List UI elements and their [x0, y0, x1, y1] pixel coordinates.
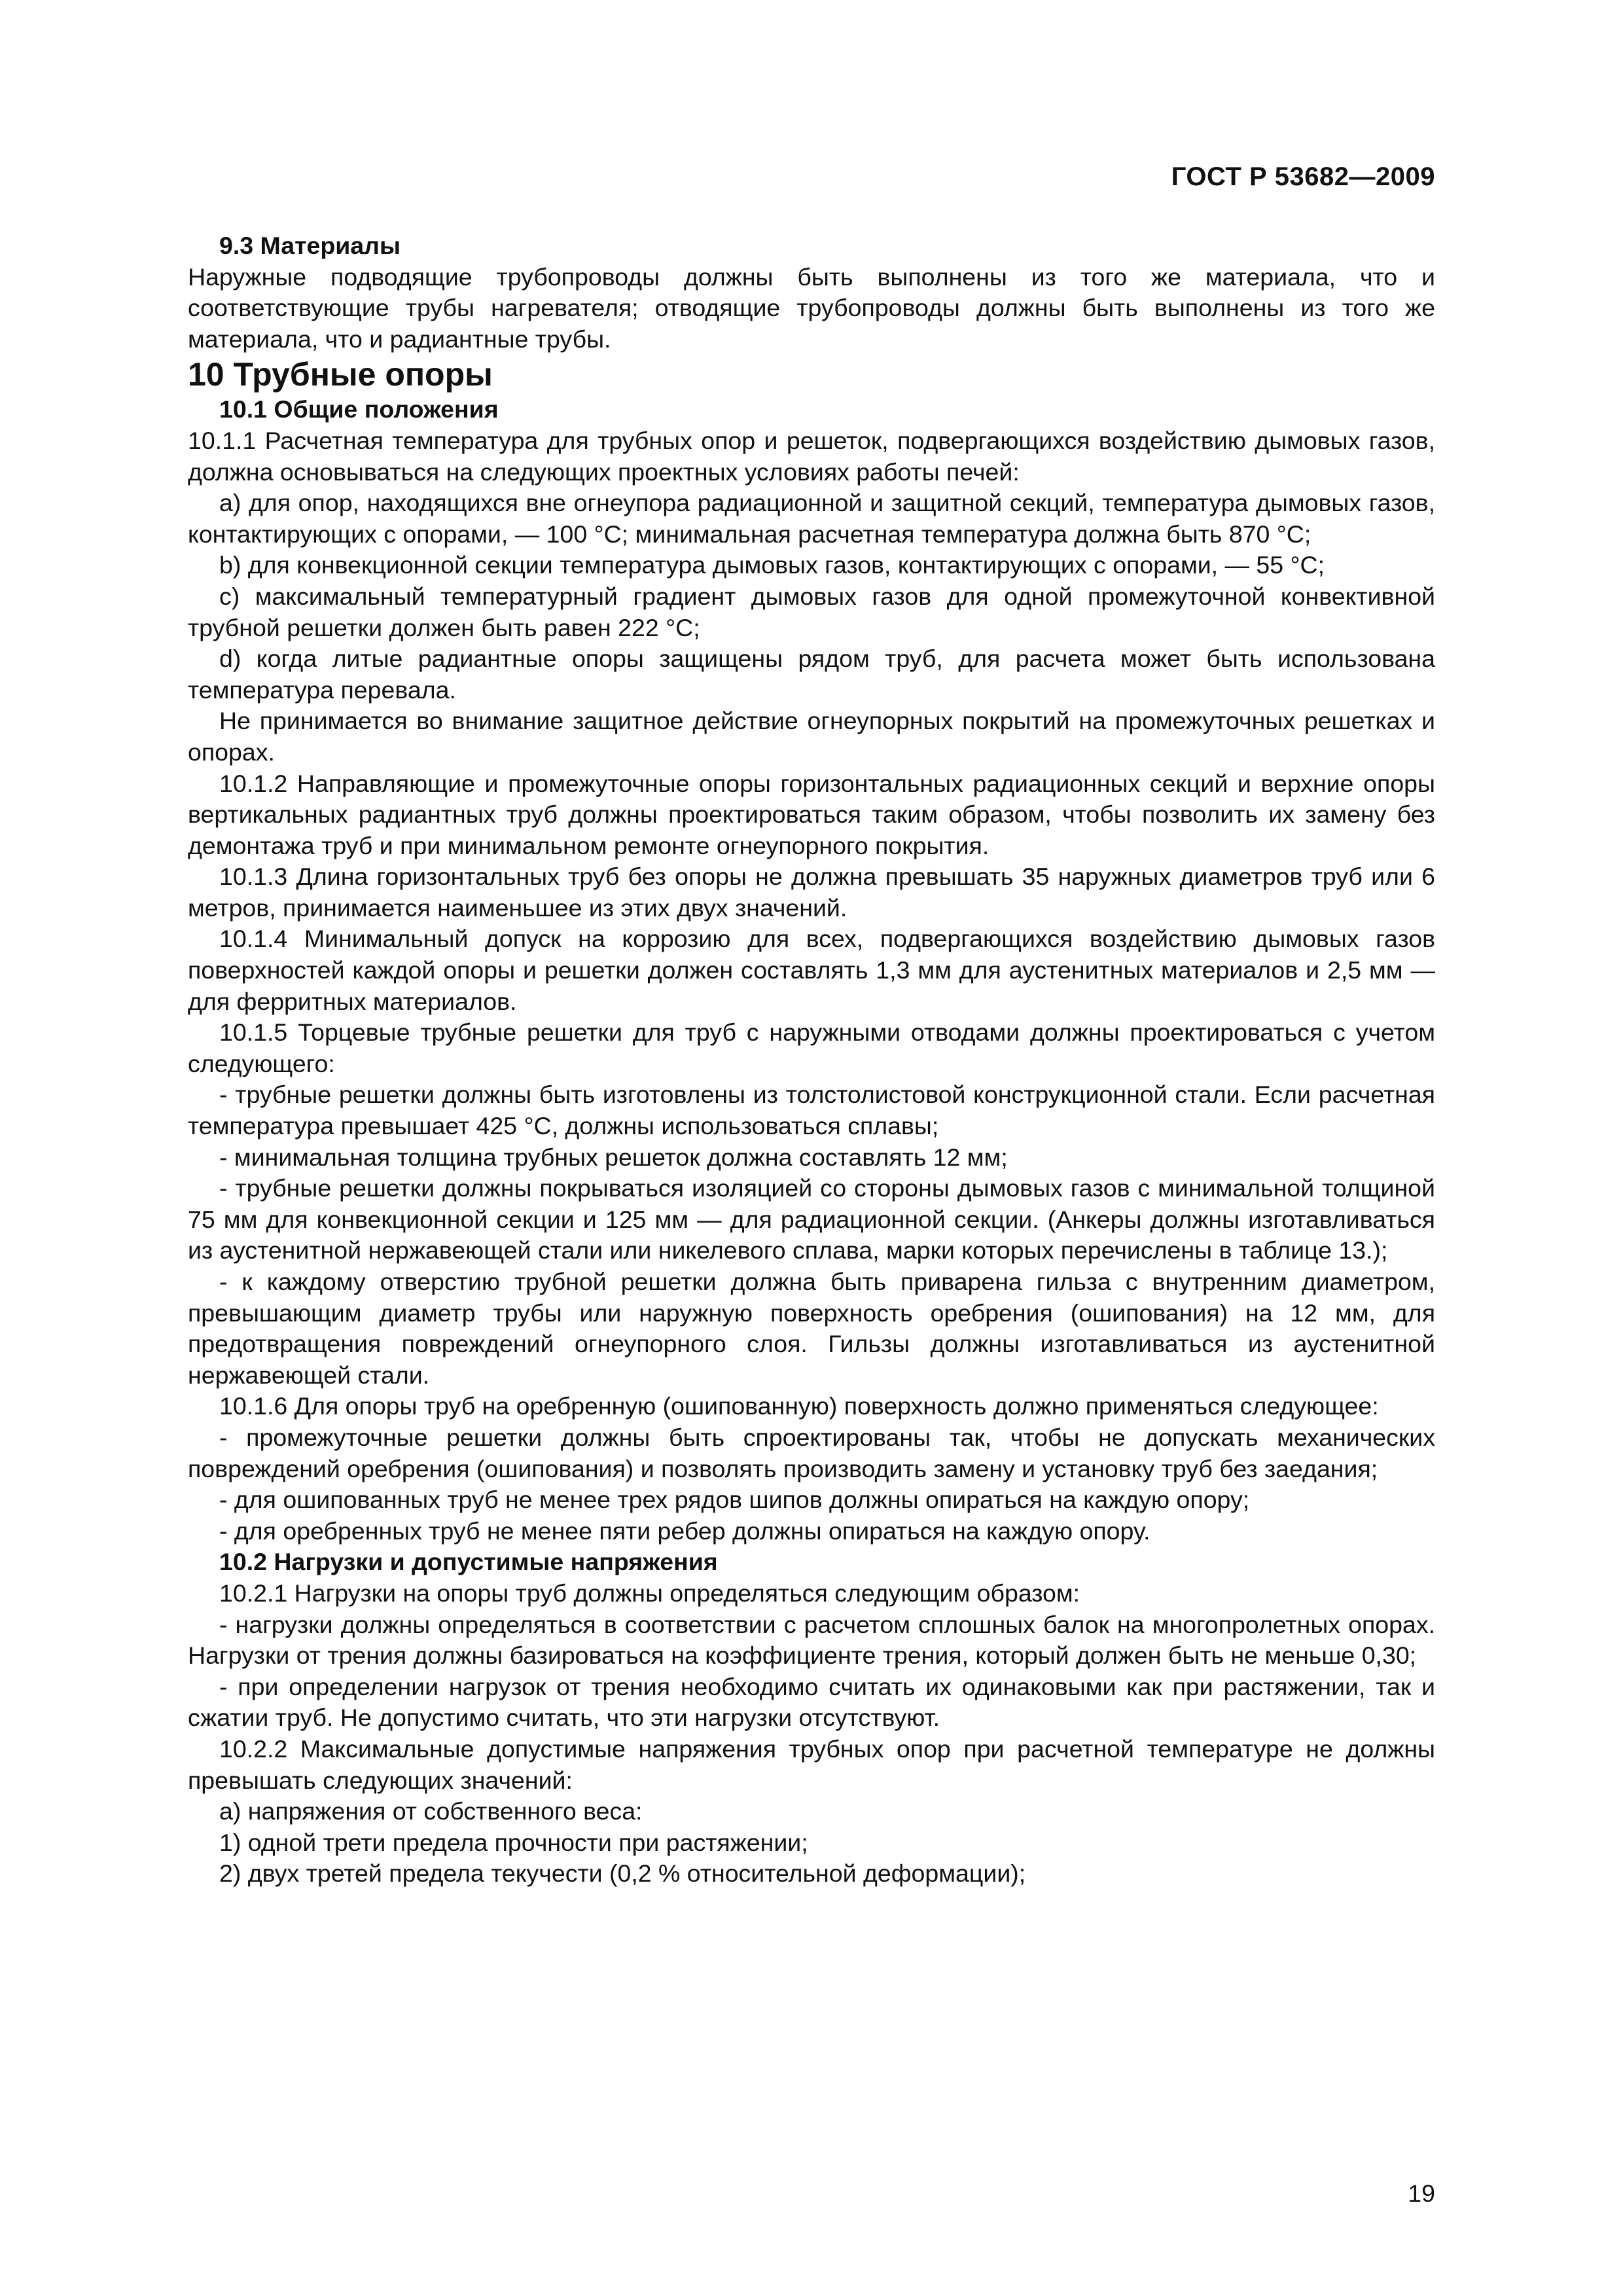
list-item-c: с) максимальный температурный градиент дымовых газов для одной промежуточной конвективной трубной решетки должен быть равен 222 °С; [188, 582, 1435, 641]
document-code: ГОСТ Р 53682—2009 [1171, 162, 1435, 191]
dash-item: - трубные решетки должны покрываться изоляцией со стороны дымовых газов с минимальной толщиной 75 мм для конвекционной секции и 125 мм — для радиационной секции. (Анкеры должны изготавливаться из аустенитной нержавеющей стали или никелевого сплава, марки которых перечислены в таблице 13.); [188, 1174, 1435, 1265]
dash-item: - минимальная толщина трубных решеток должна составлять 12 мм; [219, 1143, 1008, 1171]
paragraph-10-1-6: 10.1.6 Для опоры труб на оребренную (ошипованную) поверхность должно применяться следующее: [219, 1392, 1379, 1420]
list-item-a: а) напряжения от собственного веса: [219, 1797, 643, 1825]
list-item-2: 2) двух третей предела текучести (0,2 % относительной деформации); [219, 1859, 1026, 1888]
page-body [188, 230, 1435, 1890]
list-item-b: b) для конвекционной секции температура дымовых газов, контактирующих с опорами, — 55 °С; [219, 551, 1325, 579]
page-number: 19 [1408, 2179, 1435, 2207]
list-item-a: а) для опор, находящихся вне огнеупора радиационной и защитной секций, температура дымовых газов, контактирующих с опорами, — 100 °С; минимальная расчетная температура должна быть 870 °С; [188, 489, 1435, 548]
dash-item: - промежуточные решетки должны быть спроектированы так, чтобы не допускать механических повреждений оребрения (ошипования) и позволять производить замену и установку труб без заедания; [188, 1423, 1435, 1482]
paragraph-10-2-1: 10.2.1 Нагрузки на опоры труб должны определяться следующим образом: [219, 1579, 1080, 1607]
paragraph-10-1-2: 10.1.2 Направляющие и промежуточные опоры горизонтальных радиационных секций и верхние опоры вертикальных радиантных труб должны проектироваться таким образом, чтобы позволить их замену без демонтажа труб и при минимальном ремонте огнеупорного покрытия. [188, 769, 1435, 859]
dash-item: - для оребренных труб не менее пяти ребер должны опираться на каждую опору. [219, 1516, 1150, 1545]
dash-item: - нагрузки должны определяться в соответствии с расчетом сплошных балок на многопролетных опорах. Нагрузки от трения должны базироваться на коэффициенте трения, который должен быть не меньше 0,30; [188, 1610, 1435, 1670]
paragraph-10-2-2: 10.2.2 Максимальные допустимые напряжения трубных опор при расчетной температуре не должны превышать следующих значений: [188, 1734, 1435, 1794]
section-heading-10-2: 10.2 Нагрузки и допустимые напряжения [219, 1548, 718, 1576]
section-heading-10: 10 Трубные опоры [188, 356, 493, 393]
dash-item: - при определении нагрузок от трения необходимо считать их одинаковыми как при растяжении, так и сжатии труб. Не допустимо считать, что эти нагрузки отсутствуют. [188, 1672, 1435, 1732]
section-heading-9-3: 9.3 Материалы [219, 232, 401, 259]
dash-item: - для ошипованных труб не менее трех рядов шипов должны опираться на каждую опору; [219, 1486, 1250, 1514]
paragraph-10-1-4: 10.1.4 Минимальный допуск на коррозию для всех, подвергающихся воздействию дымовых газов поверхностей каждой опоры и решетки должен составлять 1,3 мм для аустенитных материалов и 2,5 мм — для ферритных материалов. [188, 925, 1435, 1015]
list-item-d: d) когда литые радиантные опоры защищены рядом труб, для расчета может быть использована температура перевала. [188, 645, 1435, 704]
dash-item: - трубные решетки должны быть изготовлены из толстолистовой конструкционной стали. Если расчетная температура превышает 425 °С, должны использоваться сплавы; [188, 1081, 1435, 1140]
paragraph-10-1-5: 10.1.5 Торцевые трубные решетки для труб с наружными отводами должны проектироваться с учетом следующего: [188, 1018, 1435, 1077]
note-paragraph: Не принимается во внимание защитное действие огнеупорных покрытий на промежуточных решетках и опорах. [188, 707, 1435, 766]
section-heading-10-1: 10.1 Общие положения [219, 395, 499, 423]
paragraph-9-3: Наружные подводящие трубопроводы должны быть выполнены из того же материала, что и соответствующие трубы нагревателя; отводящие трубопроводы должны быть выполнены из того же материала, что и радиантные трубы. [188, 262, 1435, 353]
paragraph-10-1-3: 10.1.3 Длина горизонтальных труб без опоры не должна превышать 35 наружных диаметров труб или 6 метров, принимается наименьшее из этих двух значений. [188, 863, 1435, 922]
paragraph-10-1-1: 10.1.1 Расчетная температура для трубных опор и решеток, подвергающихся воздействию дымовых газов, должна основываться на следующих проектных условиях работы печей: [188, 426, 1435, 486]
dash-item: - к каждому отверстию трубной решетки должна быть приварена гильза с внутренним диаметром, превышающим диаметр трубы или наружную поверхность оребрения (ошипования) на 12 мм, для предотвращения повреждений огнеупорного слоя. Гильзы должны изготавливаться из аустенитной нержавеющей стали. [188, 1268, 1435, 1389]
list-item-1: 1) одной трети предела прочности при растяжении; [219, 1828, 808, 1856]
